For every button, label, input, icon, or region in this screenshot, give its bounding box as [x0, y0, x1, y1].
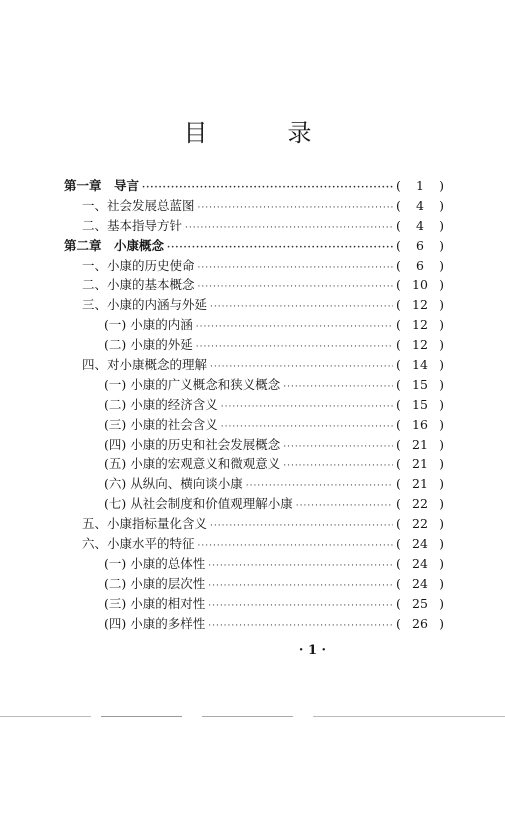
toc-page-number: 6	[416, 257, 424, 273]
toc-page-number: 14	[412, 357, 428, 373]
toc-section	[64, 355, 444, 375]
toc-page-ref: ( 4 )	[396, 197, 444, 213]
toc-entry-label: (二) 小康的经济含义	[104, 396, 218, 412]
toc-page-number: 15	[412, 396, 428, 412]
dot-leader	[283, 382, 393, 392]
dot-leader	[210, 362, 393, 372]
toc-page-number: 10	[412, 277, 428, 293]
toc-entry-label: (二) 小康的外延	[104, 337, 193, 353]
toc-page-number: 6	[416, 237, 424, 253]
toc-page-number: 21	[412, 476, 428, 492]
dot-leader	[210, 302, 393, 312]
toc-entry-label: 一、社会发展总蓝图	[82, 197, 195, 213]
toc-entry-label: (三) 小康的社会含义	[104, 416, 218, 432]
toc-page-ref: ( 21 )	[396, 456, 444, 472]
toc-entry-label: (二) 小康的层次性	[104, 575, 206, 591]
bottom-rule	[0, 716, 505, 717]
toc-page-ref: ( 24 )	[396, 575, 444, 591]
toc-subsection	[64, 415, 444, 435]
toc-page-ref: ( 12 )	[396, 297, 444, 313]
dot-leader	[198, 541, 393, 551]
toc-page-ref: ( 26 )	[396, 615, 444, 631]
toc-page-number: 12	[412, 297, 428, 313]
toc-page-ref: ( 4 )	[396, 217, 444, 233]
dot-leader	[210, 521, 393, 531]
toc-subsection	[64, 454, 444, 474]
toc-page-ref: ( 6 )	[396, 257, 444, 273]
toc-subsection	[64, 494, 444, 514]
toc-page-ref: ( 25 )	[396, 595, 444, 611]
dot-leader	[283, 461, 393, 471]
dot-leader	[198, 203, 393, 213]
toc-entry-label: 四、对小康概念的理解	[82, 357, 208, 373]
toc-chapter	[64, 236, 444, 256]
toc-subsection	[64, 574, 444, 594]
dot-leader	[283, 442, 393, 452]
toc-subsection	[64, 554, 444, 574]
dot-leader	[296, 501, 393, 511]
toc-entry-label: 一、小康的历史使命	[82, 257, 195, 273]
dot-leader	[208, 581, 393, 591]
toc-page-number: 24	[412, 555, 428, 571]
toc-subsection	[64, 315, 444, 335]
toc-page-number: 22	[412, 516, 428, 532]
toc-page-number: 26	[412, 615, 428, 631]
toc-page-ref: ( 22 )	[396, 496, 444, 512]
toc-page-number: 24	[412, 536, 428, 552]
toc-entry-label: 二、小康的基本概念	[82, 277, 195, 293]
toc-entry-label: (三) 小康的相对性	[104, 595, 206, 611]
toc-entry-label: (一) 小康的总体性	[104, 555, 206, 571]
toc-entry-label: (六) 从纵向、横向谈小康	[104, 476, 243, 492]
dot-leader	[221, 422, 393, 432]
toc-entry-label: (一) 小康的广义概念和狭义概念	[104, 376, 281, 392]
toc-page-number: 12	[412, 317, 428, 333]
toc-page-number: 16	[412, 416, 428, 432]
toc-entry-label: 第一章 导言	[64, 178, 140, 193]
toc-chapter	[64, 176, 444, 196]
toc-entry-label: 五、小康指标量化含义	[82, 516, 208, 532]
toc-page-ref: ( 21 )	[396, 436, 444, 452]
toc-page-ref: ( 15 )	[396, 396, 444, 412]
toc-entry-label: (四) 小康的多样性	[104, 615, 206, 631]
toc-entry-label: (四) 小康的历史和社会发展概念	[104, 436, 281, 452]
toc-page-number: 25	[412, 595, 428, 611]
page-title: 目 录	[183, 119, 340, 147]
dot-leader	[246, 481, 393, 491]
toc-entry-label: (五) 小康的宏观意义和微观意义	[104, 456, 281, 472]
toc-page-number: 15	[412, 376, 428, 392]
dot-leader	[196, 322, 393, 332]
toc-page-ref: ( 16 )	[396, 416, 444, 432]
table-of-contents	[64, 176, 444, 633]
toc-section	[64, 275, 444, 295]
toc-page-number: 24	[412, 575, 428, 591]
toc-page-number: 1	[416, 178, 424, 193]
toc-subsection	[64, 614, 444, 634]
toc-subsection	[64, 594, 444, 614]
dot-leader	[208, 601, 393, 611]
toc-page-number: 4	[416, 197, 424, 213]
toc-section	[64, 295, 444, 315]
toc-page-ref: ( 22 )	[396, 516, 444, 532]
dot-leader	[198, 282, 393, 292]
dot-leader	[185, 223, 393, 233]
toc-entry-label: 二、基本指导方针	[82, 217, 183, 233]
dot-leader	[142, 183, 393, 193]
dot-leader	[196, 342, 393, 352]
toc-page-ref: ( 24 )	[396, 536, 444, 552]
toc-subsection	[64, 474, 444, 494]
toc-section	[64, 256, 444, 276]
toc-page-ref: ( 10 )	[396, 277, 444, 293]
toc-section	[64, 534, 444, 554]
toc-subsection	[64, 375, 444, 395]
toc-subsection	[64, 395, 444, 415]
toc-section	[64, 514, 444, 534]
toc-entry-label: (七) 从社会制度和价值观理解小康	[104, 496, 293, 512]
toc-subsection	[64, 335, 444, 355]
toc-page-ref: ( 15 )	[396, 376, 444, 392]
toc-entry-label: 第二章 小康概念	[64, 237, 165, 253]
toc-page-ref: ( 6 )	[396, 237, 444, 253]
toc-entry-label: 六、小康水平的特征	[82, 536, 195, 552]
dot-leader	[208, 621, 393, 631]
dot-leader	[221, 402, 393, 412]
toc-page-number: 12	[412, 337, 428, 353]
toc-subsection	[64, 435, 444, 455]
dot-leader	[198, 263, 393, 273]
page-number: · 1 ·	[298, 643, 327, 658]
toc-page-ref: ( 21 )	[396, 476, 444, 492]
toc-page-ref: ( 1 )	[396, 178, 444, 193]
toc-page-number: 21	[412, 436, 428, 452]
toc-page-ref: ( 14 )	[396, 357, 444, 373]
toc-page-number: 22	[412, 496, 428, 512]
dot-leader	[208, 561, 393, 571]
toc-section	[64, 216, 444, 236]
toc-page-ref: ( 24 )	[396, 555, 444, 571]
toc-section	[64, 196, 444, 216]
toc-entry-label: 三、小康的内涵与外延	[82, 297, 208, 313]
toc-entry-label: (一) 小康的内涵	[104, 317, 193, 333]
toc-page-ref: ( 12 )	[396, 317, 444, 333]
dot-leader	[167, 243, 393, 253]
toc-page-number: 4	[416, 217, 424, 233]
toc-page-number: 21	[412, 456, 428, 472]
toc-page-ref: ( 12 )	[396, 337, 444, 353]
